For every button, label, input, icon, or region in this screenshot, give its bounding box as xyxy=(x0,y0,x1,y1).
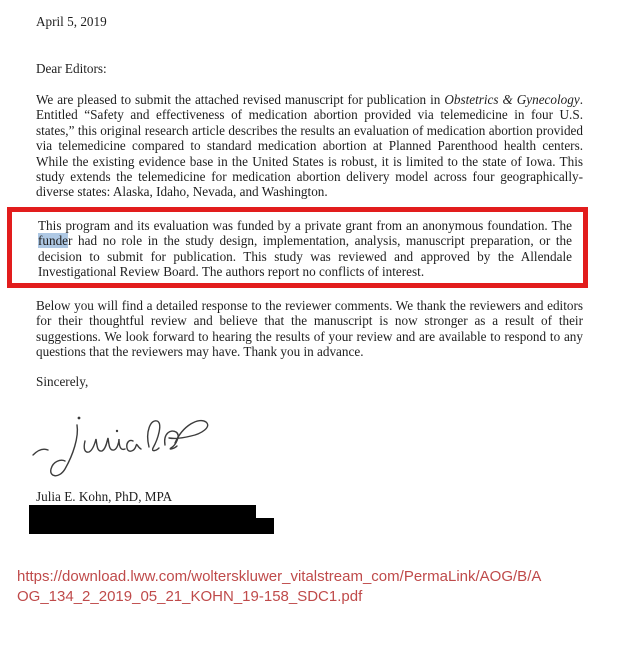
author-name: Julia E. Kohn, PhD, MPA xyxy=(36,489,173,504)
funding-text-before-highlight: This program and its evaluation was funded by a private grant from an anonymous foundation. The xyxy=(38,218,572,233)
annotation-red-box xyxy=(7,207,588,288)
closing: Sincerely, xyxy=(36,374,89,389)
redaction-bar xyxy=(29,505,256,534)
funding-text-after-highlight: r had no role in the study design, implementation, analysis, manuscript preparation, or the decision to submit for publication. This study was reviewed and approved by the Allendale Investigational Review Board. The authors report no conflicts of interest. xyxy=(38,233,572,280)
supplementary-pdf-link-line2[interactable]: OG_134_2_2019_05_21_KOHN_19-158_SDC1.pdf xyxy=(17,587,363,605)
supplementary-pdf-link[interactable] xyxy=(17,567,617,606)
funding-disclosure-paragraph xyxy=(38,218,572,280)
supplementary-pdf-link-line1[interactable]: https://download.lww.com/wolterskluwer_vitalstream_com/PermaLink/AOG/B/A xyxy=(17,568,542,585)
redaction-bar-step xyxy=(255,518,274,534)
salutation: Dear Editors: xyxy=(36,61,107,76)
opening-text-after-journal: . Entitled “Safety and effectiveness of medication abortion provided via telemedicine in four U.S. states,” this original research article describes the results an evaluation of medication abortion provided via telemedicine compared to standard medication abortion at Planned Parenthood health centers. While the existing evidence base in the United States is robust, it is limited to the state of Iowa. This study extends the telemedicine for medication abortion delivery model across four geographically-diverse states: Alaska, Idaho, Nevada, and Washington. xyxy=(36,92,584,200)
journal-name-italic: Obstetrics & Gynecology xyxy=(444,92,580,107)
highlighted-text: funde xyxy=(38,233,69,249)
response-paragraph: Below you will find a detailed response to the reviewer comments. We thank the reviewers and editors for their thoughtful review and believe that the manuscript is now stronger as a result of their suggestions. We look forward to hearing the results of your review and are available to respond to any questions that the reviewers may have. Thank you in advance. xyxy=(36,298,583,360)
letter-date: April 5, 2019 xyxy=(36,14,107,29)
opening-text-before-journal: We are pleased to submit the attached revised manuscript for publication in xyxy=(36,92,445,107)
handwritten-signature-icon xyxy=(25,403,210,495)
opening-paragraph xyxy=(36,92,583,200)
